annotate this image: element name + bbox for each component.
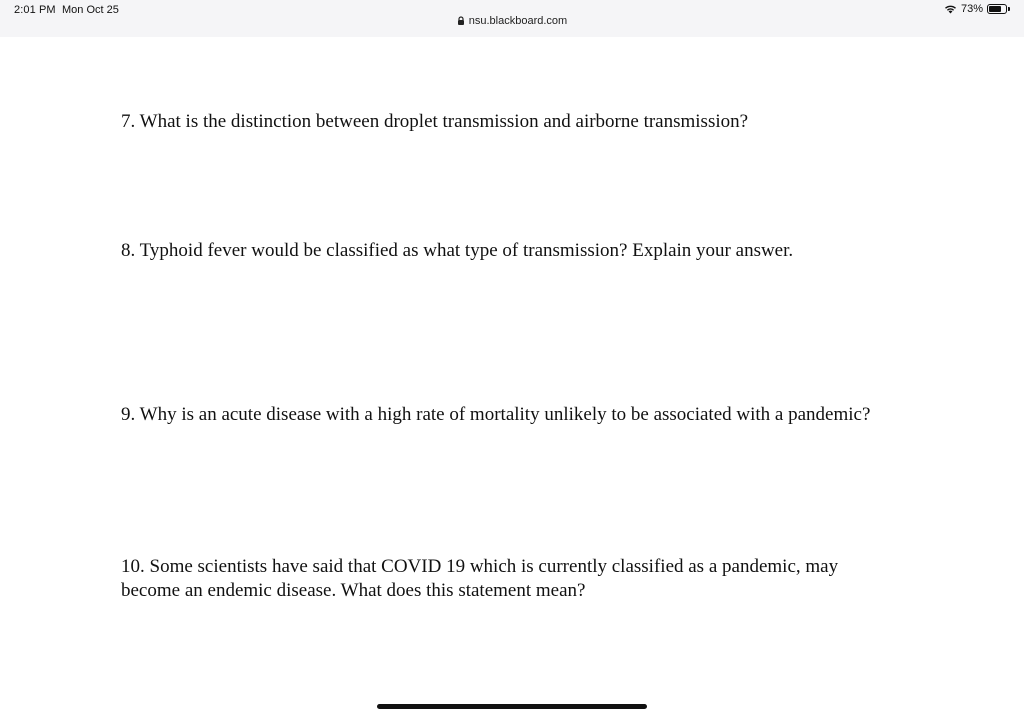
- url-text[interactable]: nsu.blackboard.com: [468, 15, 568, 27]
- status-indicators: [944, 3, 1010, 15]
- battery-cap: [1008, 7, 1010, 11]
- battery-level: [989, 6, 1001, 12]
- address-bar[interactable]: [0, 15, 1024, 29]
- question-8: 8. Typhoid fever would be classified as what type of transmission? Explain your answer.: [121, 240, 794, 261]
- question-9: 9. Why is an acute disease with a high rate of mortality unlikely to be associated with a pandemic?: [121, 404, 871, 425]
- home-indicator[interactable]: [377, 704, 647, 709]
- lock-icon: [457, 16, 465, 26]
- battery-icon: [987, 4, 1007, 14]
- question-7: 7. What is the distinction between droplet transmission and airborne transmission?: [121, 111, 749, 132]
- wifi-icon: [944, 4, 957, 14]
- status-time: 2:01 PM: [14, 4, 56, 16]
- top-bar: [0, 0, 1024, 37]
- battery-percent: 73%: [960, 3, 983, 15]
- document-page: [0, 37, 1024, 715]
- question-10: 10. Some scientists have said that COVID 19 which is currently classified as a pandemic, may become an endemic disease. What does this statement mean?: [121, 556, 839, 601]
- status-date: Mon Oct 25: [62, 4, 119, 16]
